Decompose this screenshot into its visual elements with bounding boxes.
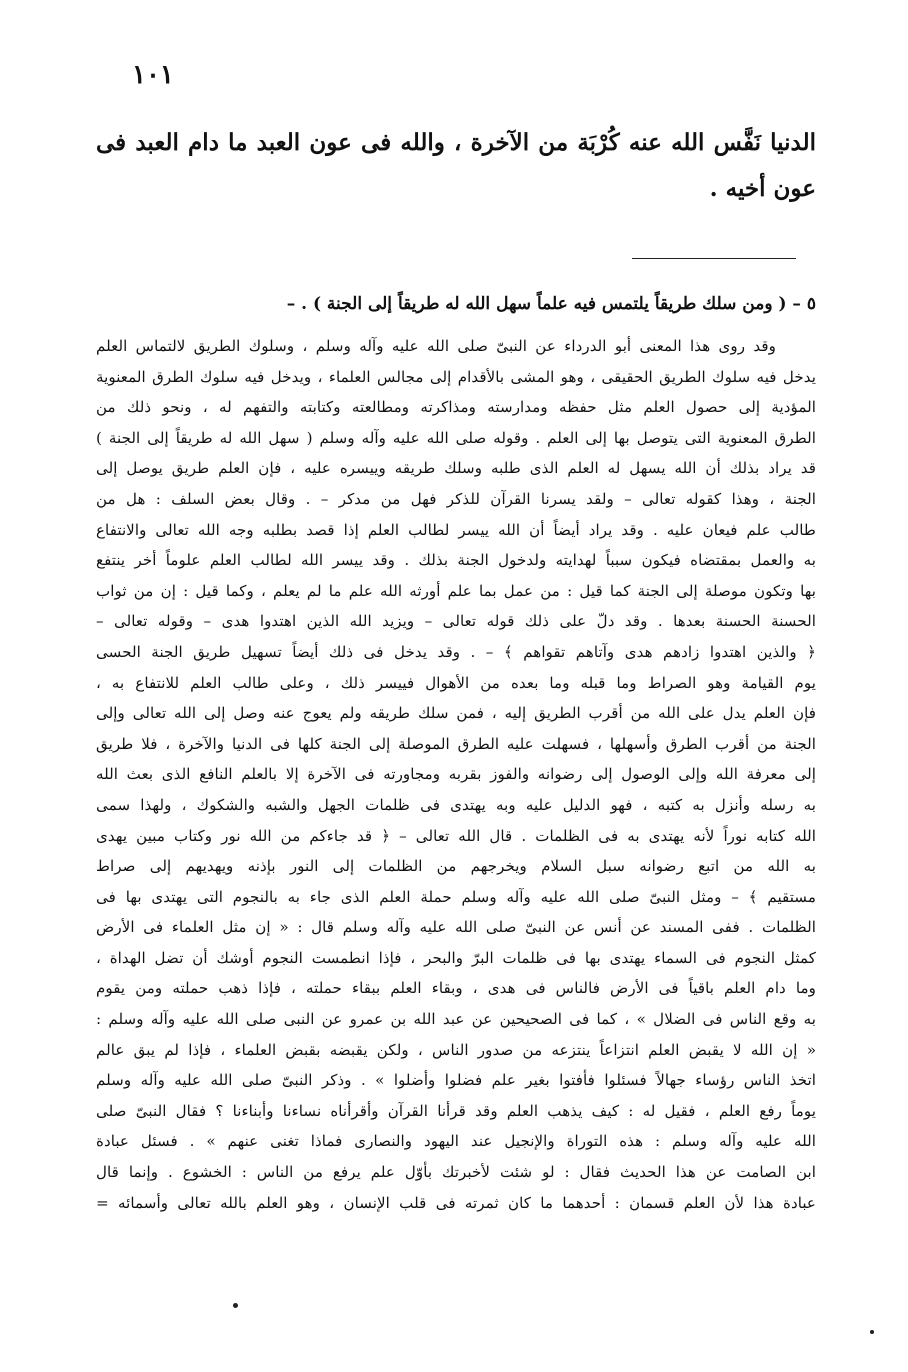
note-line: يدخل فيه سلوك الطريق الحقيقى ، وهو المشى بالأقدام إلى مجالس العلماء ، ويدخل فيه سلوك الطرق المعنوية xyxy=(96,367,816,386)
note-line: يوماً رفع العلم ، فقيل له : كيف يذهب العلم وقد قرأنا القرآن وأقرأناه نساءنا وأبناءنا ؟ فقال النبىّ صلى xyxy=(96,1101,816,1120)
note-line: عبادة هذا لأن العلم قسمان : أحدهما ما كان ثمرته فى قلب الإنسان ، وهو العلم بالله تعالى وأسمائه = xyxy=(96,1193,816,1212)
note-line: به الله من اتبع رضوانه سبل السلام ويخرجهم من الظلمات إلى النور بإذنه ويهديهم إلى صراط xyxy=(96,857,816,876)
note-line: ابن الصامت عن هذا الحديث فقال : لو شئت لأخبرتك بأوّل علم يرفع من الناس : الخشوع . وإنما قال xyxy=(96,1163,816,1182)
note-line: به رسله وأنزل به كتبه ، فهو الدليل عليه وبه يهتدى فى ظلمات الجهل والشبه والشكوك ، ولهذا سمى xyxy=(96,795,816,814)
note-line: وقد روى هذا المعنى أبو الدرداء عن النبىّ صلى الله عليه وآله وسلم ، وسلوك الطريق لالتماس العلم xyxy=(96,337,776,355)
heading-dash: – xyxy=(286,294,296,314)
note-line: كمثل النجوم فى السماء يهتدى بها فى ظلمات البرّ والبحر ، فإذا انطمست النجوم أوشك أن تضل الهداة ، xyxy=(96,948,816,967)
note-line: « إن الله لا يقبض العلم انتزاعاً ينتزعه من صدور الناس ، ولكن يقبضه بقبض العلماء ، فإذا لم يبق عالم xyxy=(96,1040,816,1059)
note-line: إلى معرفة الله وإلى الوصول إلى رضوانه والفوز بقربه ومجاورته فى الآخرة إلا بالعلم النافع الذى بعث الله xyxy=(96,765,816,784)
note-line: طالب علم فيعان عليه . وقد يراد أيضاً أن الله ييسر لطالب العلم إذا قصد بطلبه وجه الله تعالى والانتفاع xyxy=(96,520,816,539)
note-line: الحسنة الحسنة بعدها . وقد دلّ على ذلك قوله تعالى – ويزيد الله الذين اهتدوا هدى – وقوله تعالى – xyxy=(96,612,816,631)
note-line: الجنة من أقرب الطرق وأسهلها ، فسهلت عليه الطرق الموصلة إلى الجنة كلها فى الدنيا والآخرة ، فلا طريق xyxy=(96,734,816,753)
note-line: اتخذ الناس رؤساء جهالاً فسئلوا فأفتوا بغير علم فضلوا وأضلوا » . وذكر النبىّ صلى الله عليه وآله وسلم xyxy=(96,1071,816,1090)
note-line: الطرق المعنوية التى يتوصل بها إلى العلم . وقوله صلى الله عليه وآله وسلم ( سهل الله له طريقاً إلى الجنة ) xyxy=(96,428,816,447)
footnote-separator xyxy=(632,258,796,259)
note-line: ﴿ والذين اهتدوا زادهم هدى وآتاهم تقواهم ﴾ – . وقد يدخل فى ذلك أيضاً تسهيل طريق الجنة الحسى xyxy=(96,642,816,661)
note-line: الله عليه وآله وسلم : هذه التوراة والإنجيل عند اليهود والنصارى فماذا تغنى عنهم » . فسئل عبادة xyxy=(96,1132,816,1151)
note-line: قد يراد بذلك أن الله يسهل له العلم الذى طلبه وسلك طريقه وييسره عليه ، فإن العلم طريق يوصل إلى xyxy=(96,459,816,478)
intro-paragraph: الدنيا نَفَّس الله عنه كُرْبَة من الآخرة ، والله فى عون العبد ما دام العبد فى عون أخيه . xyxy=(96,129,816,202)
note-body xyxy=(96,331,816,1218)
note-line: الله كتابه نوراً لأنه يهتدى به فى الظلمات . قال الله تعالى – ﴿ قد جاءكم من الله نور وكتاب مبين يهدى xyxy=(96,826,816,845)
ink-speck xyxy=(870,1330,874,1334)
note-line: مستقيم ﴾ – ومثل النبىّ صلى الله عليه وآله وسلم حملة العلم الذى جاء به بالنجوم التى يهتدى بها فى xyxy=(96,887,816,906)
note-line: فإن العلم يدل على الله من أقرب الطريق إليه ، فمن سلك طريقه ولم يعوج عنه وصل إلى الله تعالى وإلى xyxy=(96,704,816,723)
note-line: وما دام العلم باقياً فى الأرض فالناس فى هدى ، وبقاء العلم ببقاء حملته ، فإذا ذهب حملته ومن يقوم xyxy=(96,979,816,998)
note-line: به وقع الناس فى الضلال » ، كما فى الصحيحين عن عبد الله بن عمرو عن النبى صلى الله عليه وآله وسلم : xyxy=(96,1010,816,1029)
ink-speck xyxy=(233,1303,238,1308)
note-line: المؤدية إلى حصول العلم مثل حفظه ومدارسته ومذاكرته ومطالعته وكتابته والتفهم له ، ونحو ذلك من xyxy=(96,398,816,417)
note-line: الجنة ، وهذا كقوله تعالى – ولقد يسرنا القرآن للذكر فهل من مدكر – . وقال بعض السلف : هل من xyxy=(96,489,816,508)
note-line: الظلمات . ففى المسند عن أنس عن النبىّ صلى الله عليه وآله وسلم قال : « إن مثل العلماء فى الأرض xyxy=(96,918,816,937)
page-number: ١٠١ xyxy=(132,60,174,90)
note-line: به والعمل بمقتضاه فيكون سبباً لهدايته ولدخول الجنة بذلك . وقد ييسر الله لطالب العلم علوماً أخر ينتفع xyxy=(96,551,816,570)
heading-text: ٥ – ( ومن سلك طريقاً يلتمس فيه علماً سهل الله له طريقاً إلى الجنة ) . xyxy=(301,294,816,314)
note-heading xyxy=(230,290,816,318)
note-line: بها وتكون موصلة إلى الجنة كما قيل : من عمل بما علم أورثه الله علم ما لم يعلم ، وكما قيل : إن من ثواب xyxy=(96,581,816,600)
note-line: يوم القيامة وهو الصراط وما قبله وما بعده من الأهوال فييسر ذلك ، وعلى طالب العلم للانتفاع به ، xyxy=(96,673,816,692)
